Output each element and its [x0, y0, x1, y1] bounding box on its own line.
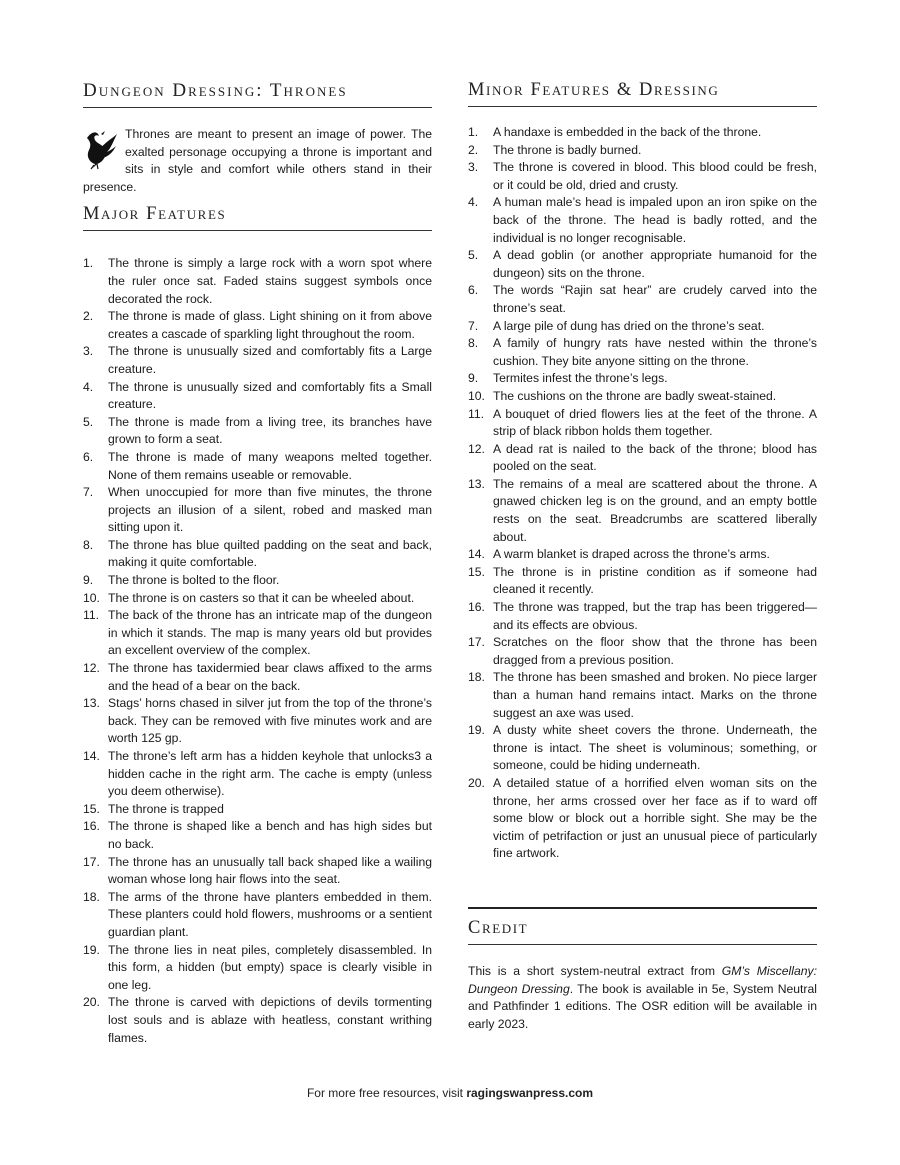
list-item-text: The throne was trapped, but the trap has been triggered—and its effects are obvious.	[493, 600, 817, 632]
credit-section	[468, 907, 817, 1033]
list-item-number: 12.	[83, 661, 100, 676]
list-item	[83, 748, 432, 801]
list-item	[468, 388, 817, 406]
list-item-text: A dead goblin (or another appropriate humanoid for the dungeon) sits on the throne.	[493, 248, 817, 280]
list-item-text: The throne has blue quilted padding on the seat and back, making it quite comfortable.	[108, 537, 432, 570]
list-item-number: 3.	[468, 160, 479, 175]
list-item-number: 11.	[468, 406, 485, 421]
right-column	[468, 80, 817, 863]
list-item-text: The throne’s left arm has a hidden keyhole that unlocks3 a hidden cache in the right arm. The cache is empty (unless you deem otherwise).	[108, 749, 432, 799]
list-item	[468, 634, 817, 669]
list-item	[83, 255, 432, 308]
list-item-text: The throne is carved with depictions of devils tormenting lost souls and is ablaze with heatless, constant writhing flames.	[108, 995, 432, 1045]
list-item-number: 6.	[83, 449, 94, 464]
list-item-text: Scratches on the floor show that the throne has been dragged from a previous position.	[493, 635, 817, 667]
list-item	[83, 414, 432, 449]
list-item-number: 5.	[83, 414, 94, 429]
list-item-number: 13.	[468, 476, 485, 491]
list-item-text: The back of the throne has an intricate map of the dungeon in which it stands. The map is many years old but provides an excellent overview of the complex.	[108, 608, 432, 658]
list-item-text: The throne is on casters so that it can be wheeled about.	[108, 590, 415, 605]
intro-text: Thrones are meant to present an image of power. The exalted personage occupying a throne is important and sits in style and comfort while others stand in their presence.	[83, 127, 432, 194]
list-item-text: The throne lies in neat piles, completely disassembled. In this form, a hidden (but empty) space is clearly visible in one leg.	[108, 942, 432, 992]
swan-logo-icon	[83, 128, 119, 170]
list-item-number: 7.	[468, 318, 479, 333]
list-item-number: 12.	[468, 441, 485, 456]
page-title: Dungeon Dressing: Thrones	[83, 80, 432, 108]
list-item	[468, 335, 817, 370]
list-item-number: 10.	[468, 388, 485, 403]
list-item	[83, 590, 432, 608]
list-item-number: 16.	[83, 819, 100, 834]
list-item-number: 13.	[83, 696, 100, 711]
list-item-number: 4.	[83, 379, 94, 394]
list-item-text: A warm blanket is draped across the throne’s arms.	[493, 547, 770, 562]
list-item	[83, 343, 432, 378]
list-item	[468, 370, 817, 388]
list-item	[83, 537, 432, 572]
list-item-number: 18.	[83, 889, 100, 904]
list-item-number: 16.	[468, 600, 485, 615]
list-item-text: The throne is shaped like a bench and has high sides but no back.	[108, 819, 432, 851]
list-item-number: 4.	[468, 195, 479, 210]
list-item	[83, 379, 432, 414]
list-item	[83, 449, 432, 484]
list-item-text: A dead rat is nailed to the back of the throne; blood has pooled on the seat.	[493, 441, 817, 474]
list-item-text: A large pile of dung has dried on the throne’s seat.	[493, 318, 765, 333]
list-item-text: The throne is made of glass. Light shining on it from above creates a cascade of sparkling light throughout the room.	[108, 309, 432, 341]
list-item-number: 2.	[83, 309, 94, 324]
list-item-text: A bouquet of dried flowers lies at the feet of the throne. A strip of black ribbon holds them together.	[493, 406, 817, 439]
minor-features-list	[468, 124, 817, 863]
list-item	[468, 476, 817, 546]
list-item-number: 20.	[468, 775, 485, 790]
list-item-number: 14.	[83, 749, 100, 763]
list-item	[468, 124, 817, 142]
credit-heading: Credit	[468, 907, 817, 945]
list-item	[468, 775, 817, 863]
list-item	[83, 607, 432, 660]
list-item	[83, 818, 432, 853]
list-item	[468, 564, 817, 599]
list-item-number: 6.	[468, 283, 479, 298]
list-item-number: 19.	[83, 942, 100, 957]
list-item	[468, 194, 817, 247]
list-item-text: The remains of a meal are scattered about the throne. A gnawed chicken leg is on the ground, and an empty bottle rests on the seat. Breadcrumbs are scattered liberally about.	[493, 476, 817, 544]
list-item-number: 2.	[468, 142, 479, 157]
list-item-number: 18.	[468, 670, 485, 685]
list-item	[468, 142, 817, 160]
list-item-text: The throne is simply a large rock with a worn spot where the ruler once sat. Faded stains suggest symbols once decorated the rock.	[108, 256, 432, 306]
list-item-number: 8.	[83, 537, 94, 552]
list-item	[83, 889, 432, 942]
intro-paragraph	[83, 126, 432, 196]
list-item-number: 15.	[83, 801, 100, 816]
list-item	[468, 546, 817, 564]
list-item-text: The throne is made of many weapons melted together. None of them remains useable or removable.	[108, 449, 432, 482]
list-item-number: 3.	[83, 344, 94, 359]
list-item-text: The throne is bolted to the floor.	[108, 573, 280, 588]
list-item-number: 1.	[468, 125, 479, 139]
list-item-number: 14.	[468, 547, 485, 562]
left-column	[83, 80, 432, 1047]
list-item-number: 11.	[83, 608, 100, 623]
list-item	[468, 318, 817, 336]
list-item-text: A dusty white sheet covers the throne. Underneath, the throne is intact. The sheet is voluminous; something, or someone, could be hiding underneath.	[493, 723, 817, 773]
list-item-text: The throne is trapped	[108, 801, 224, 816]
list-item-text: The throne is in pristine condition as if someone had cleaned it recently.	[493, 564, 817, 597]
list-item-number: 20.	[83, 995, 100, 1010]
list-item-text: The throne is made from a living tree, its branches have grown to form a seat.	[108, 414, 432, 447]
list-item-number: 9.	[468, 371, 479, 386]
credit-text	[468, 963, 817, 1033]
list-item	[83, 942, 432, 995]
list-item-text: The arms of the throne have planters embedded in them. These planters could hold flowers, mushrooms or a sentient guardian plant.	[108, 889, 432, 939]
list-item-text: The cushions on the throne are badly sweat-stained.	[493, 388, 777, 403]
list-item-text: Termites infest the throne’s legs.	[493, 371, 668, 386]
list-item-number: 19.	[468, 723, 485, 738]
major-features-list	[83, 255, 432, 1047]
list-item-text: The throne is unusually sized and comfortably fits a Small creature.	[108, 379, 432, 412]
list-item-text: A detailed statue of a horrified elven woman sits on the throne, her arms crossed over her face as if to ward off some blow or block out a horrible sight. She may be the victim of petrifaction or just an unusual piece of particularly fine artwork.	[493, 775, 817, 861]
list-item-number: 8.	[468, 336, 479, 351]
list-item-number: 7.	[83, 485, 94, 500]
list-item	[83, 994, 432, 1047]
list-item	[83, 801, 432, 819]
footer-prefix: For more free resources, visit	[306, 1086, 467, 1100]
list-item-number: 17.	[83, 854, 100, 869]
list-item-text: The throne has been smashed and broken. No piece larger than a human hand remains intact. Marks on the throne suggest an axe was used.	[493, 670, 817, 720]
list-item	[468, 669, 817, 722]
list-item-text: The throne has an unusually tall back shaped like a wailing woman whose long hair flows into the seat.	[108, 854, 432, 887]
list-item-text: Stags’ horns chased in silver jut from the top of the throne’s back. They can be removed with five minutes work and are worth 125 gp.	[108, 696, 432, 746]
list-item-text: The words “Rajin sat hear” are crudely carved into the throne’s seat.	[493, 283, 817, 315]
credit-text-before: This is a short system-neutral extract from	[468, 964, 722, 978]
list-item-number: 1.	[83, 256, 94, 271]
list-item-number: 10.	[83, 590, 100, 605]
list-item-text: A handaxe is embedded in the back of the throne.	[493, 125, 762, 139]
list-item	[468, 599, 817, 634]
list-item	[468, 159, 817, 194]
list-item	[83, 660, 432, 695]
minor-features-heading: Minor Features & Dressing	[468, 80, 817, 107]
list-item	[83, 308, 432, 343]
list-item-number: 5.	[468, 248, 479, 263]
list-item-text: A family of hungry rats have nested within the throne’s cushion. They bite anyone sitting on the throne.	[493, 336, 817, 368]
list-item	[83, 854, 432, 889]
list-item-number: 15.	[468, 564, 485, 579]
major-features-heading: Major Features	[83, 204, 432, 231]
list-item	[468, 282, 817, 317]
list-item-number: 17.	[468, 635, 485, 650]
footer-site-link[interactable]: ragingswanpress.com	[466, 1086, 594, 1100]
list-item	[83, 572, 432, 590]
list-item	[83, 484, 432, 537]
list-item-text: When unoccupied for more than five minutes, the throne projects an illusion of a silent, robed and masked man sitting upon it.	[108, 485, 432, 535]
list-item-text: The throne is unusually sized and comfortably fits a Large creature.	[108, 344, 432, 376]
credit-text-after: . The book is available in 5e, System Neutral and Pathfinder 1 editions. The OSR edition will be available in early 2023.	[468, 981, 817, 1031]
credit-book-title: GM’s Miscellany: Dungeon Dressing	[468, 964, 817, 996]
page-footer	[0, 1086, 900, 1100]
list-item	[468, 406, 817, 441]
list-item-text: A human male’s head is impaled upon an iron spike on the back of the throne. The head is badly rotted, and the individual is no longer recognisable.	[493, 195, 817, 245]
list-item	[468, 247, 817, 282]
list-item	[468, 722, 817, 775]
list-item-text: The throne is badly burned.	[493, 142, 642, 157]
list-item	[83, 695, 432, 748]
list-item-text: The throne is covered in blood. This blood could be fresh, or it could be old, dried and crusty.	[493, 160, 817, 192]
list-item-number: 9.	[83, 573, 94, 588]
list-item	[468, 441, 817, 476]
list-item-text: The throne has taxidermied bear claws affixed to the arms and the head of a bear on the back.	[108, 661, 432, 693]
